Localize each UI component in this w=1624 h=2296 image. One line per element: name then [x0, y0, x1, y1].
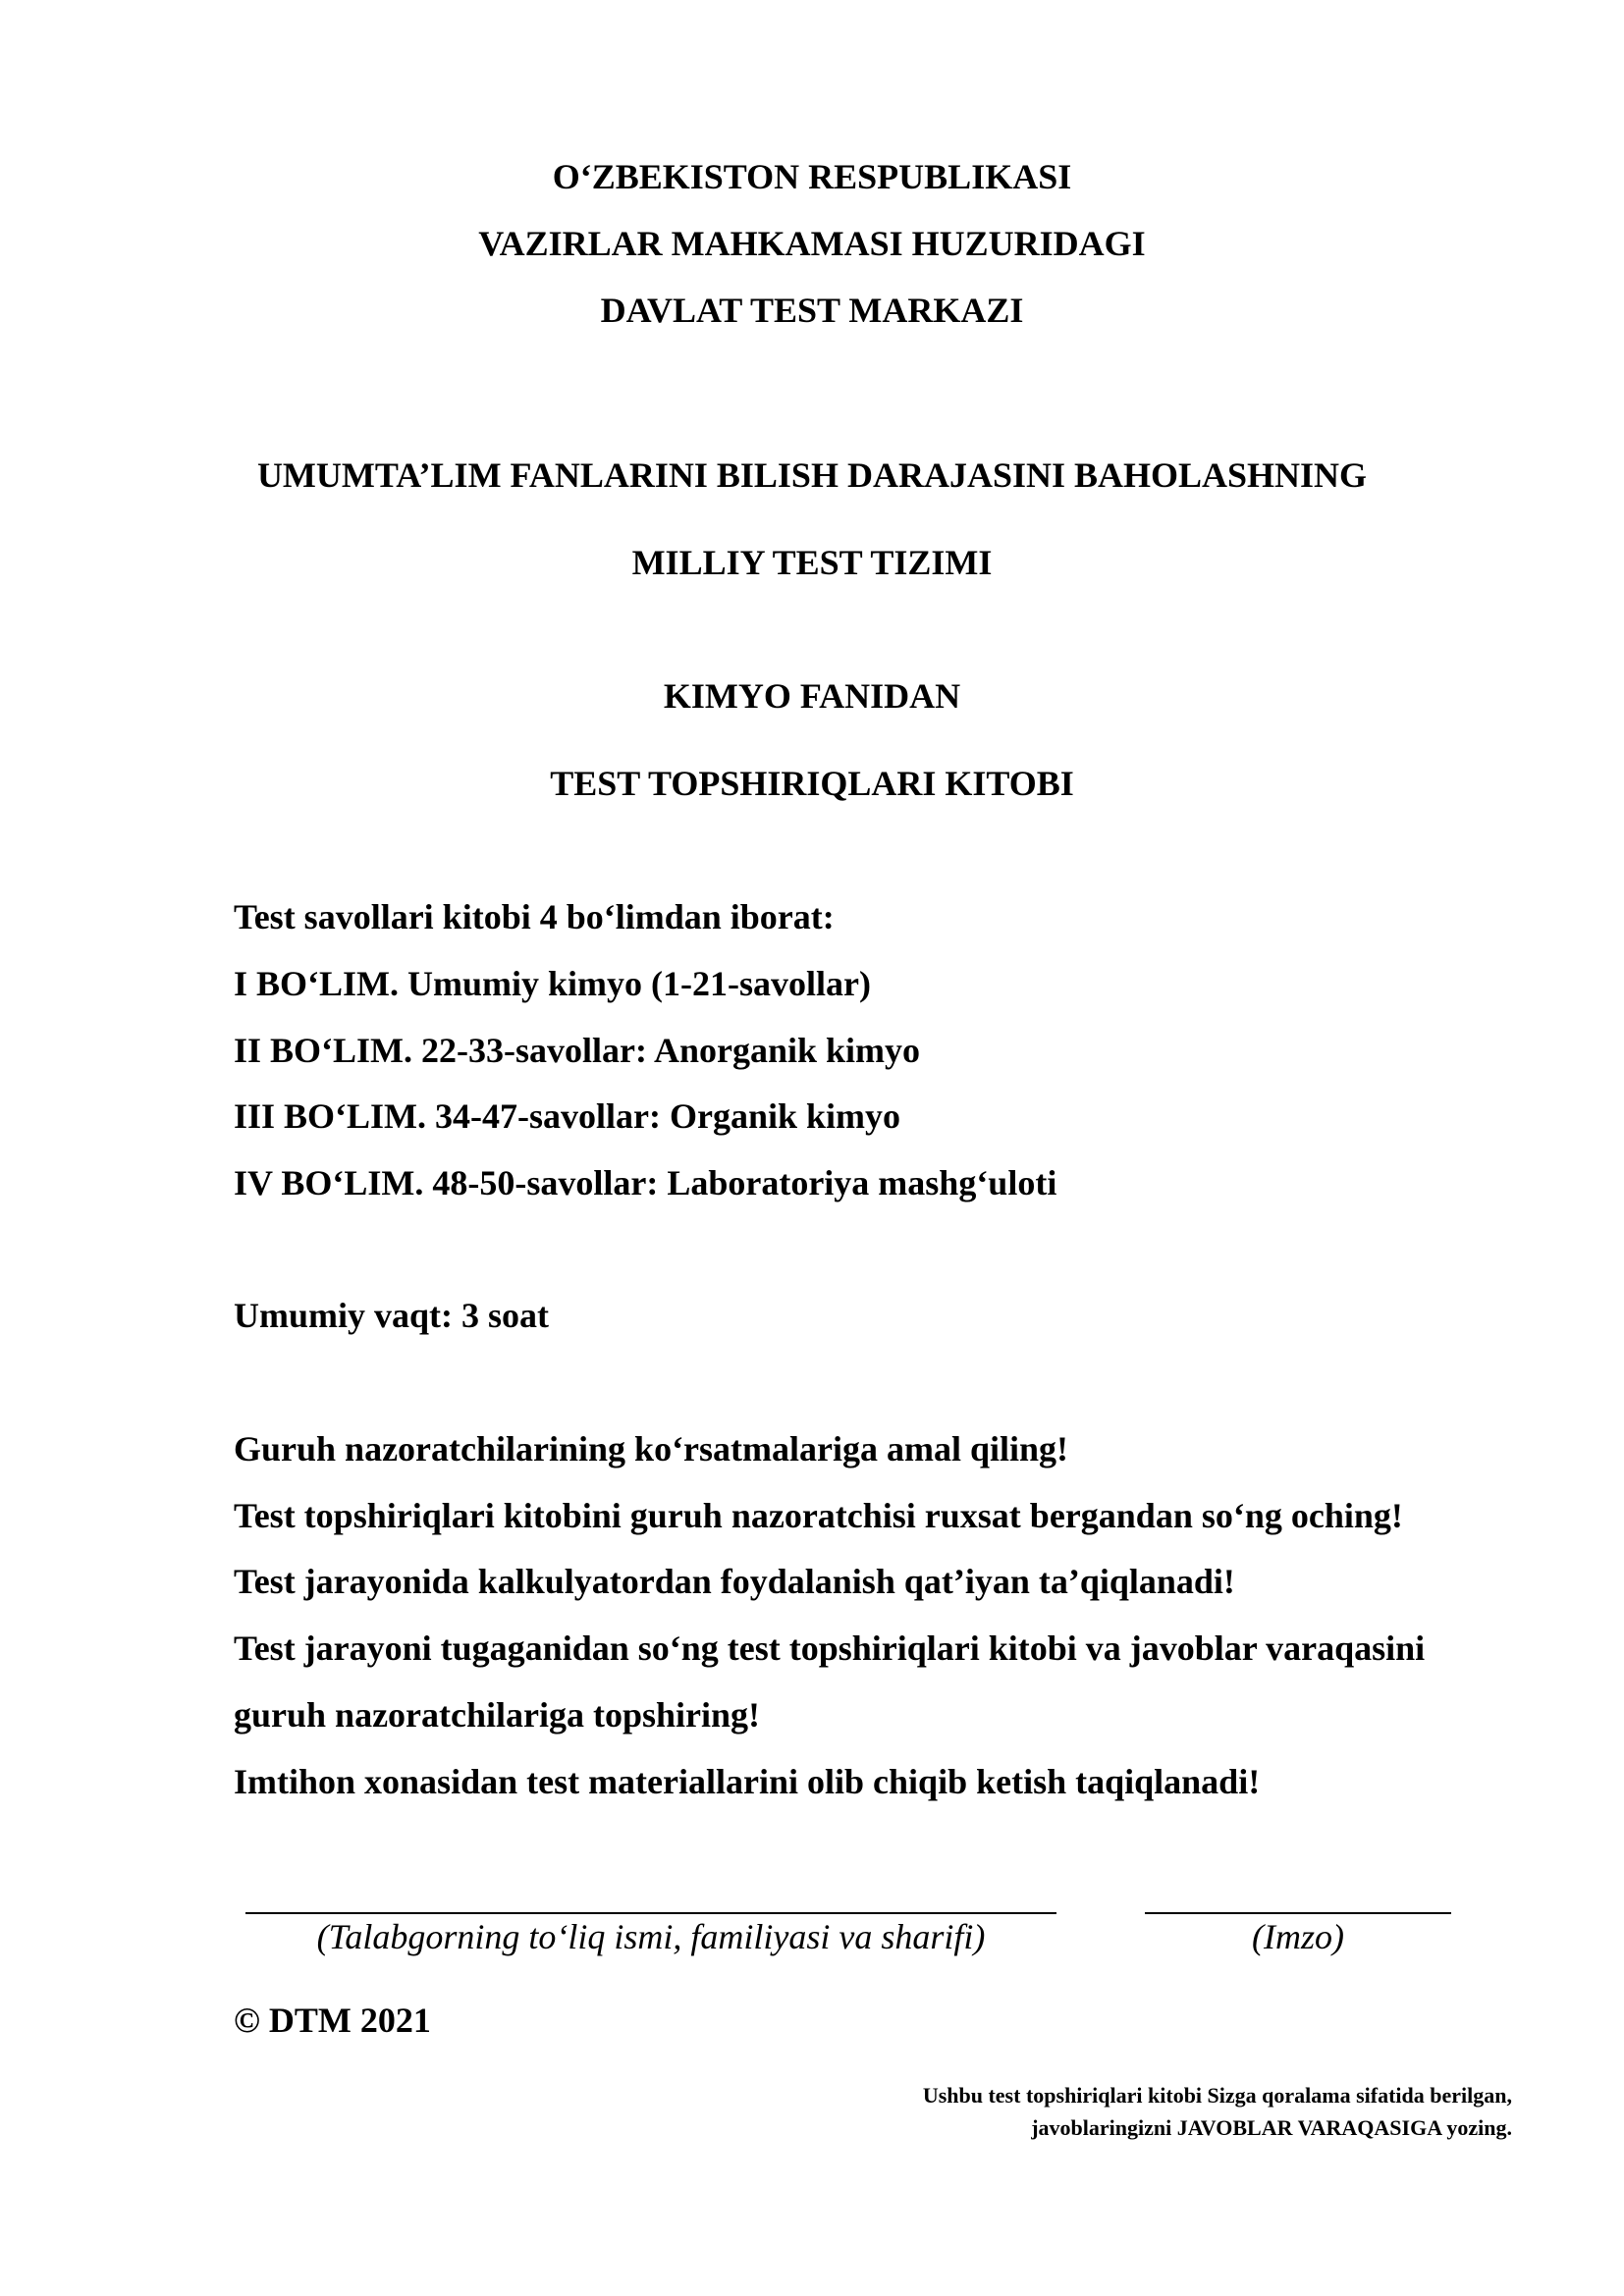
footnote-line-1: Ushbu test topshiriqlari kitobi Sizga qoralama sifatida berilgan,	[922, 2083, 1512, 2108]
copyright: © DTM 2021	[234, 2001, 431, 2040]
sections-intro: Test savollari kitobi 4 bo‘limdan iborat:	[234, 897, 835, 936]
header-line-3: DAVLAT TEST MARKAZI	[600, 291, 1024, 330]
name-signature-line	[245, 1912, 1056, 1914]
subject-title-line-1: KIMYO FANIDAN	[663, 676, 961, 716]
system-title-line-1: UMUMTA’LIM FANLARINI BILISH DARAJASINI BAHOLASHNING	[256, 455, 1368, 495]
subject-title-line-2: TEST TOPSHIRIQLARI KITOBI	[550, 764, 1074, 803]
rule-line: Test topshiriqlari kitobini guruh nazoratchisi ruxsat bergandan so‘ng oching!	[234, 1496, 1403, 1535]
rule-line: Imtihon xonasidan test materiallarini olib chiqib ketish taqiqlanadi!	[234, 1762, 1261, 1801]
rule-line: Test jarayoni tugaganidan so‘ng test topshiriqlari kitobi va javoblar varaqasini	[234, 1629, 1426, 1668]
section-item: III BO‘LIM. 34-47-savollar: Organik kimyo	[234, 1096, 901, 1136]
header-line-1: O‘ZBEKISTON RESPUBLIKASI	[552, 157, 1072, 196]
section-item: IV BO‘LIM. 48-50-savollar: Laboratoriya mashg‘uloti	[234, 1163, 1057, 1202]
system-title-line-2: MILLIY TEST TIZIMI	[631, 543, 993, 582]
signature-line	[1145, 1912, 1451, 1914]
rule-line: guruh nazoratchilariga topshiring!	[234, 1695, 761, 1735]
header-line-2: VAZIRLAR MAHKAMASI HUZURIDAGI	[478, 224, 1146, 263]
rule-line: Test jarayonida kalkulyatordan foydalanish qat’iyan ta’qiqlanadi!	[234, 1562, 1235, 1601]
section-item: I BO‘LIM. Umumiy kimyo (1-21-savollar)	[234, 964, 871, 1003]
total-time: Umumiy vaqt: 3 soat	[234, 1296, 549, 1335]
rule-line: Guruh nazoratchilarining ko‘rsatmalariga amal qiling!	[234, 1429, 1069, 1468]
name-caption: (Talabgorning to‘liq ismi, familiyasi va sharifi)	[316, 1917, 986, 1956]
footnote-line-2: javoblaringizni JAVOBLAR VARAQASIGA yozing.	[1031, 2115, 1512, 2140]
section-item: II BO‘LIM. 22-33-savollar: Anorganik kimyo	[234, 1031, 921, 1070]
signature-caption: (Imzo)	[1252, 1917, 1344, 1956]
